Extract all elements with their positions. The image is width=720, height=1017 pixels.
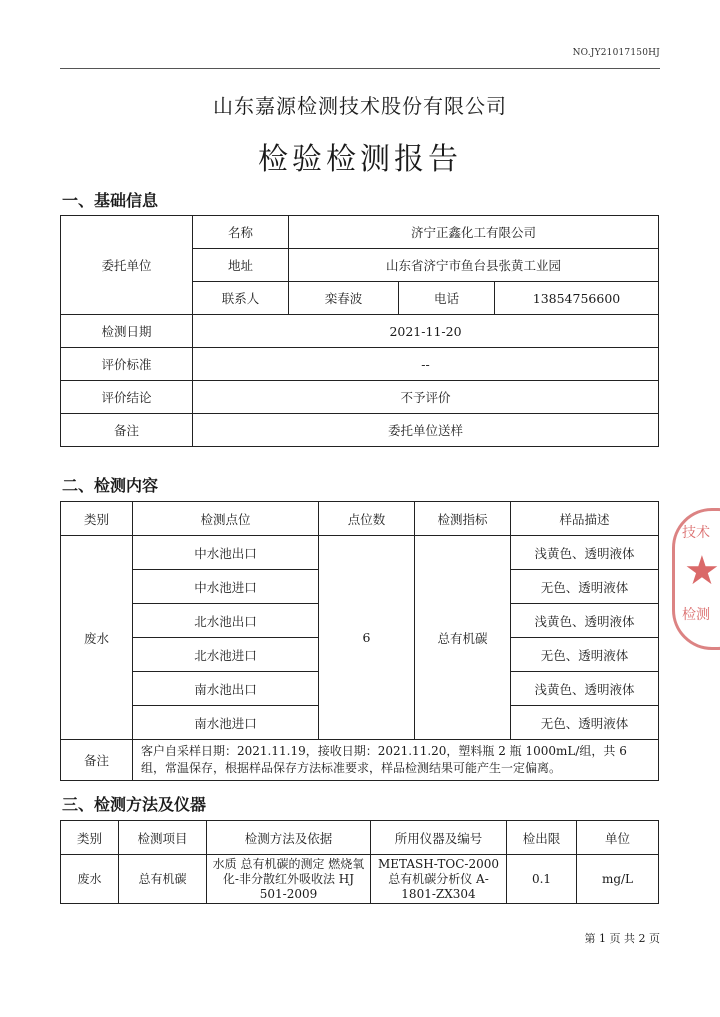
sample-point: 南水池进口 [133, 706, 319, 740]
col-header-indicator: 检测指标 [415, 502, 511, 536]
sample-point: 中水池出口 [133, 536, 319, 570]
seal-text-top: 技术 [682, 525, 710, 541]
seal-text-bottom: 检测 [682, 607, 710, 623]
client-address: 山东省济宁市鱼台县张黄工业园 [289, 249, 659, 282]
seal-star-icon: ★ [684, 548, 720, 594]
header-divider [60, 68, 660, 69]
company-name: 山东嘉源检测技术股份有限公司 [213, 94, 507, 118]
phone-label: 电话 [399, 282, 495, 315]
col-header-unit: 单位 [577, 821, 659, 855]
sample-description: 无色、透明液体 [511, 570, 659, 604]
col-header-instrument: 所用仪器及编号 [371, 821, 507, 855]
test-indicator: 总有机碳 [415, 536, 511, 740]
conclusion-value: 不予评价 [193, 381, 659, 414]
method-basis: 水质 总有机碳的测定 燃烧氧化-非分散红外吸收法 HJ 501-2009 [207, 855, 371, 904]
conclusion-label: 评价结论 [61, 381, 193, 414]
remark-value: 委托单位送样 [193, 414, 659, 447]
sample-point: 中水池进口 [133, 570, 319, 604]
unit-value: mg/L [577, 855, 659, 904]
report-number: NO.JY21017150HJ [572, 48, 660, 58]
content-remark-label: 备注 [61, 740, 133, 781]
detection-limit: 0.1 [507, 855, 577, 904]
client-label: 委托单位 [61, 216, 193, 315]
name-label: 名称 [193, 216, 289, 249]
sample-category: 废水 [61, 536, 133, 740]
section2-heading: 二、检测内容 [62, 476, 159, 495]
col-header-point-count: 点位数 [319, 502, 415, 536]
section3-heading: 三、检测方法及仪器 [62, 795, 207, 814]
contact-person: 栾春波 [289, 282, 399, 315]
sample-description: 无色、透明液体 [511, 638, 659, 672]
standard-value: -- [193, 348, 659, 381]
col-header-sample-desc: 样品描述 [511, 502, 659, 536]
page-number: 第 1 页 共 2 页 [584, 932, 660, 945]
sample-point: 南水池出口 [133, 672, 319, 706]
method-table [60, 820, 659, 904]
sample-description: 无色、透明液体 [511, 706, 659, 740]
sample-description: 浅黄色、透明液体 [511, 536, 659, 570]
client-name: 济宁正鑫化工有限公司 [289, 216, 659, 249]
point-count: 6 [319, 536, 415, 740]
address-label: 地址 [193, 249, 289, 282]
method-category: 废水 [61, 855, 119, 904]
sample-point: 北水池进口 [133, 638, 319, 672]
col-header-method: 检测方法及依据 [207, 821, 371, 855]
test-content-table [60, 501, 659, 781]
sample-point: 北水池出口 [133, 604, 319, 638]
test-date: 2021-11-20 [193, 315, 659, 348]
col-header-category: 类别 [61, 502, 133, 536]
phone-number: 13854756600 [495, 282, 659, 315]
sample-description: 浅黄色、透明液体 [511, 672, 659, 706]
col-header-category: 类别 [61, 821, 119, 855]
col-header-point: 检测点位 [133, 502, 319, 536]
content-remark-text: 客户自采样日期：2021.11.19，接收日期：2021.11.20，塑料瓶 2 瓶 1000mL/组，共 6 组，常温保存，根据样品保存方法标准要求，样品检测结果可能产生一定偏离。 [133, 740, 659, 781]
table-row [61, 855, 659, 904]
col-header-limit: 检出限 [507, 821, 577, 855]
instrument-info: METASH-TOC-2000 总有机碳分析仪 A-1801-ZX304 [371, 855, 507, 904]
section1-heading: 一、基础信息 [62, 191, 159, 210]
remark-label: 备注 [61, 414, 193, 447]
col-header-item: 检测项目 [119, 821, 207, 855]
standard-label: 评价标准 [61, 348, 193, 381]
method-item: 总有机碳 [119, 855, 207, 904]
basic-info-table [60, 215, 659, 447]
document-title: 检验检测报告 [258, 142, 462, 177]
test-date-label: 检测日期 [61, 315, 193, 348]
sample-description: 浅黄色、透明液体 [511, 604, 659, 638]
contact-label: 联系人 [193, 282, 289, 315]
table-row [61, 536, 659, 570]
